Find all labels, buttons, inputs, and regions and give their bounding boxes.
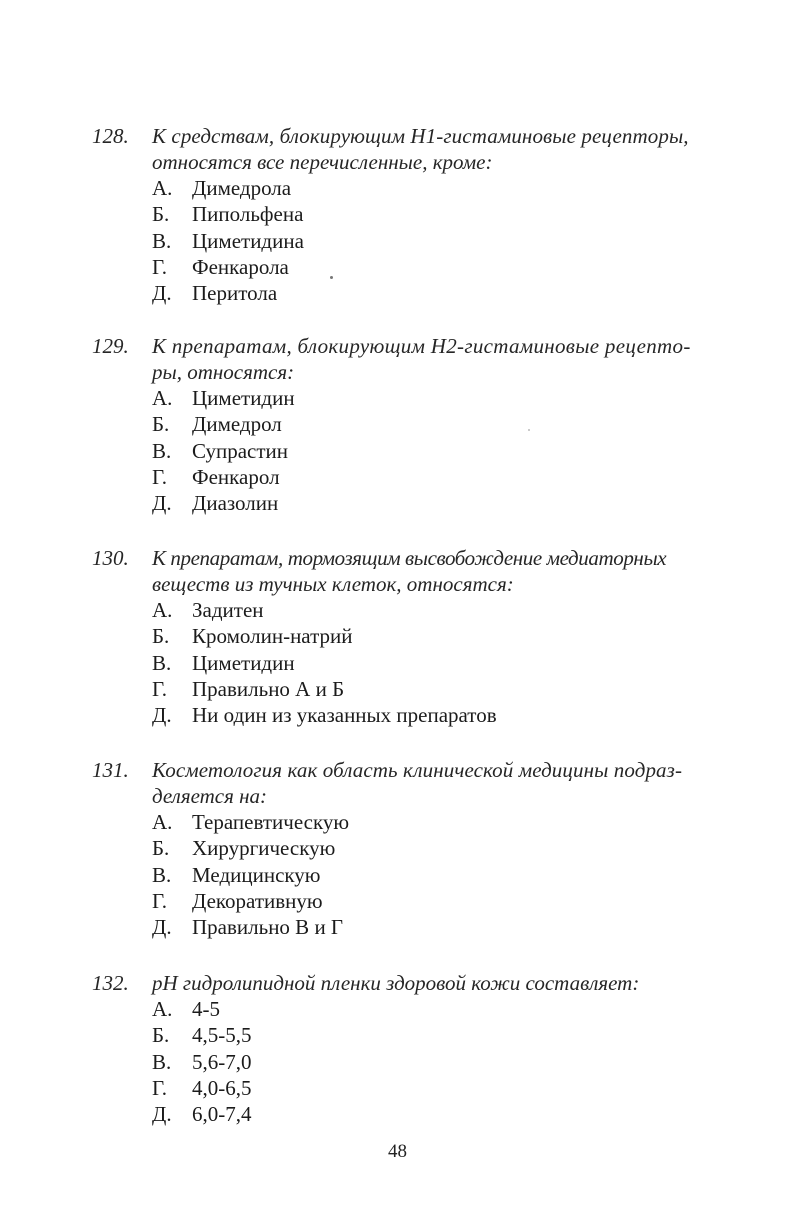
option-text: Фенкарола	[192, 254, 289, 279]
answer-option	[152, 996, 752, 1022]
option-text: Правильно В и Г	[192, 915, 344, 940]
option-text: 4-5	[192, 997, 220, 1021]
question-132	[92, 970, 752, 1127]
option-letter: А.	[152, 176, 173, 200]
page-number: 48	[388, 1141, 407, 1162]
option-text: 6,0-7,4	[192, 1102, 252, 1127]
question-text-line: ры, относятся:	[152, 360, 295, 384]
option-letter: Д.	[152, 703, 172, 728]
question-number: 129.	[92, 334, 129, 358]
question-number: 128.	[92, 124, 129, 148]
question-128	[92, 123, 752, 306]
answer-option	[152, 862, 752, 888]
option-letter: В.	[152, 1049, 172, 1074]
option-text: Циметидин	[192, 386, 295, 410]
question-text-line: относятся все перечисленные, кроме:	[152, 150, 493, 174]
option-letter: Г.	[152, 1075, 168, 1100]
answer-option	[152, 385, 752, 411]
answer-option	[152, 438, 752, 464]
option-text: Диазолин	[192, 491, 279, 516]
answer-option	[152, 228, 752, 254]
answer-option	[152, 676, 752, 702]
option-text: Хирургическую	[192, 836, 336, 861]
option-letter: Г.	[152, 464, 168, 489]
answer-option	[152, 650, 752, 676]
question-131	[92, 757, 752, 940]
answer-option	[152, 254, 752, 280]
answer-options	[92, 809, 752, 940]
question-prompt	[92, 333, 752, 385]
answer-option	[152, 809, 752, 835]
answer-option	[152, 1049, 752, 1075]
answer-options	[92, 385, 752, 516]
option-letter: Г.	[152, 888, 168, 913]
option-letter: Б.	[152, 836, 170, 861]
question-number: 131.	[92, 758, 129, 782]
question-number: 132.	[92, 971, 129, 995]
option-letter: В.	[152, 228, 172, 253]
option-letter: А.	[152, 997, 173, 1021]
option-letter: А.	[152, 386, 173, 410]
answer-option	[152, 1101, 752, 1127]
option-text: Декоративную	[192, 888, 323, 913]
question-129	[92, 333, 752, 516]
question-130	[92, 545, 752, 728]
answer-option	[152, 888, 752, 914]
option-text: Супрастин	[192, 438, 289, 463]
option-text: Димедрола	[192, 176, 292, 200]
answer-options	[92, 996, 752, 1127]
answer-option	[152, 411, 752, 437]
option-text: Циметидин	[192, 650, 295, 675]
answer-option	[152, 702, 752, 728]
answer-option	[152, 490, 752, 516]
answer-options	[92, 597, 752, 728]
option-letter: Б.	[152, 1023, 170, 1048]
option-letter: В.	[152, 862, 172, 887]
question-prompt	[92, 757, 752, 809]
option-letter: Г.	[152, 254, 168, 279]
answer-option	[152, 1022, 752, 1048]
answer-option	[152, 175, 752, 201]
question-prompt	[92, 545, 752, 597]
option-text: 5,6-7,0	[192, 1049, 252, 1074]
option-text: Димедрол	[192, 412, 282, 437]
answer-option	[152, 835, 752, 861]
answer-option	[152, 464, 752, 490]
question-prompt	[92, 970, 752, 996]
answer-option	[152, 201, 752, 227]
question-text-line: веществ из тучных клеток, относятся:	[152, 572, 514, 596]
option-text: Фенкарол	[192, 464, 280, 489]
question-prompt	[92, 123, 752, 175]
option-letter: Д.	[152, 491, 172, 516]
option-letter: А.	[152, 598, 173, 622]
question-text-line: К средствам, блокирующим Н1-гистаминовые рецепторы,	[152, 124, 689, 148]
answer-options	[92, 175, 752, 306]
answer-option	[152, 280, 752, 306]
option-text: Кромолин-натрий	[192, 624, 353, 649]
option-text: Перитола	[192, 281, 278, 306]
question-text-line: рН гидролипидной пленки здоровой кожи составляет:	[152, 971, 640, 995]
option-letter: Д.	[152, 281, 172, 306]
scan-speck	[528, 429, 530, 431]
option-letter: В.	[152, 650, 172, 675]
option-letter: Б.	[152, 412, 170, 437]
option-text: 4,5-5,5	[192, 1023, 252, 1048]
answer-option	[152, 623, 752, 649]
option-letter: Д.	[152, 1102, 172, 1127]
option-letter: Д.	[152, 915, 172, 940]
option-text: Циметидина	[192, 228, 304, 253]
question-text-line: К препаратам, тормозящим высвобождение медиаторных	[152, 546, 667, 570]
answer-option	[152, 1075, 752, 1101]
option-letter: Г.	[152, 676, 168, 701]
option-letter: Б.	[152, 624, 170, 649]
option-text: Терапевтическую	[192, 810, 350, 834]
option-text: Пипольфена	[192, 202, 304, 227]
question-text-line: деляется на:	[152, 784, 268, 808]
answer-option	[152, 597, 752, 623]
question-number: 130.	[92, 546, 129, 570]
option-letter: Б.	[152, 202, 170, 227]
option-letter: А.	[152, 810, 173, 834]
option-text: Ни один из указанных препаратов	[192, 703, 497, 728]
option-text: Медицинскую	[192, 862, 321, 887]
option-text: Правильно А и Б	[192, 676, 345, 701]
option-text: Задитен	[192, 598, 264, 622]
question-text-line: К препаратам, блокирующим Н2-гистаминовые рецепто-	[152, 334, 691, 358]
answer-option	[152, 914, 752, 940]
option-text: 4,0-6,5	[192, 1075, 252, 1100]
question-text-line: Косметология как область клинической медицины подраз-	[152, 758, 683, 782]
option-letter: В.	[152, 438, 172, 463]
scan-speck	[330, 276, 333, 279]
